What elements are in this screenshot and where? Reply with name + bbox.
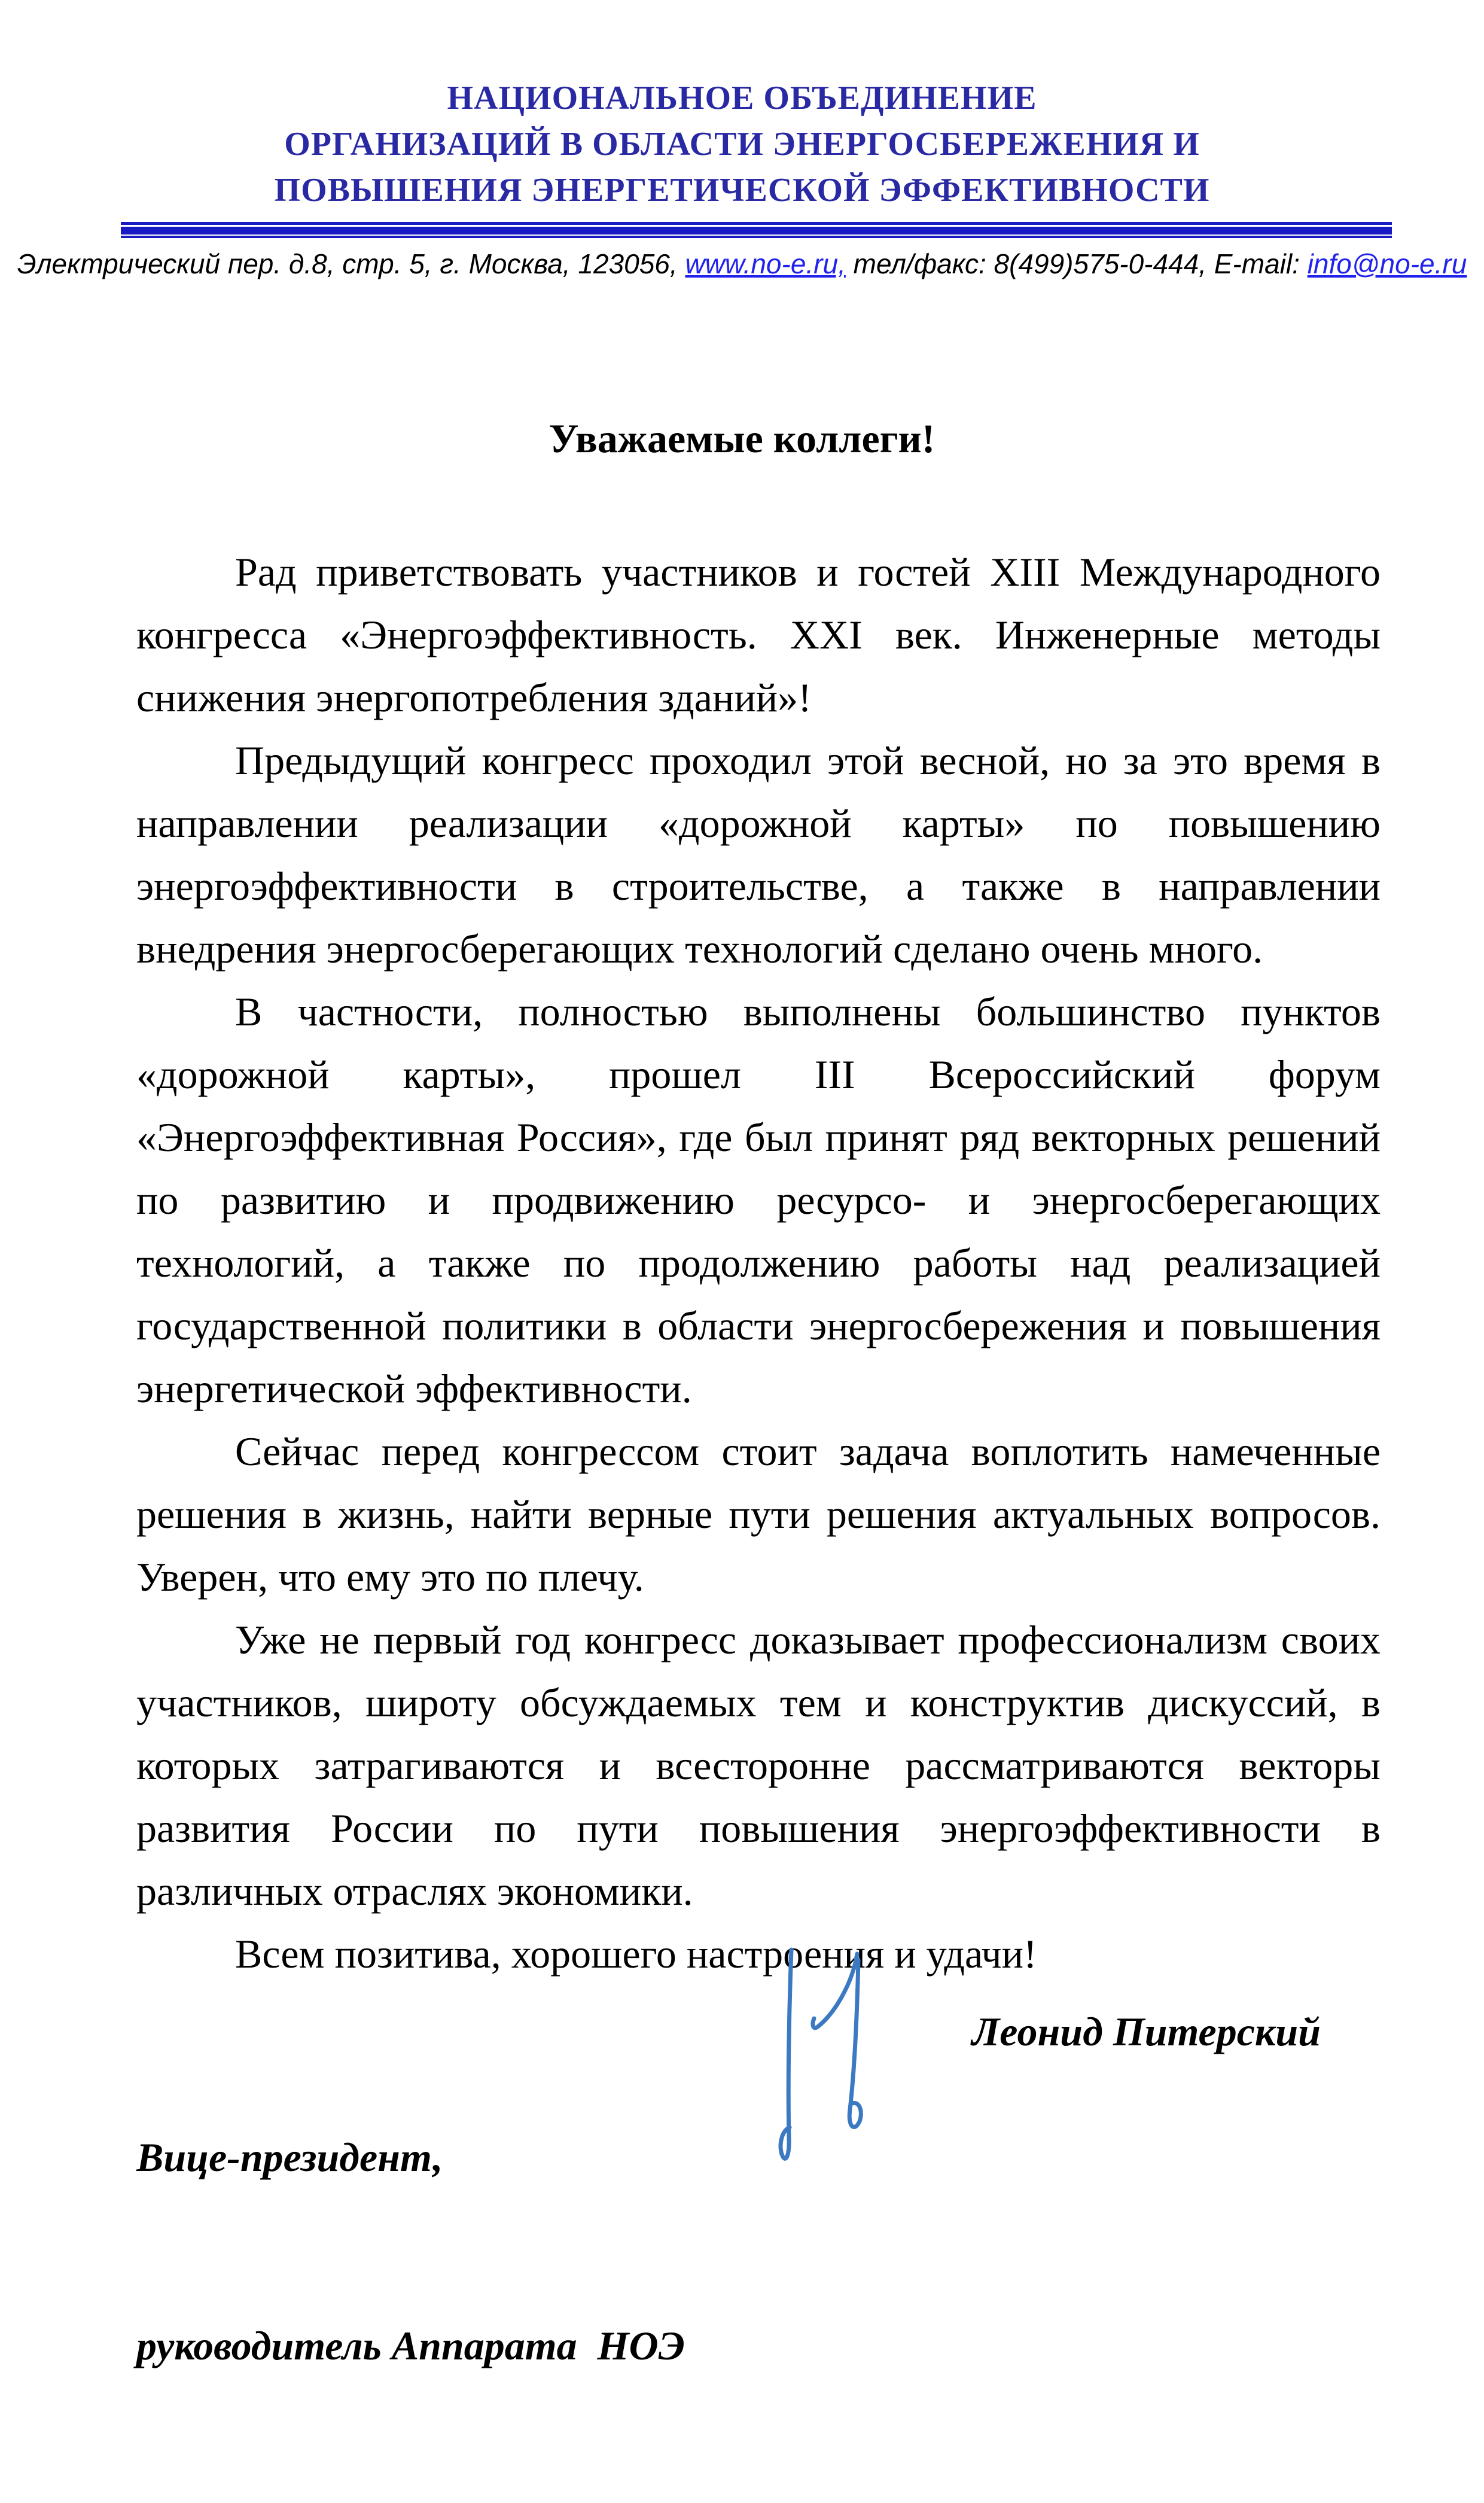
letter-body	[136, 541, 1381, 1986]
contact-line	[0, 247, 1484, 281]
letter-paragraph: Уже не первый год конгресс доказывает профессионализм своих участников, широту обсуждаемых тем и конструктив дискуссий, в которых затрагиваются и всесторонне рассматриваются векторы развития России по пути повышения энергоэффективности в различных отраслях экономики.	[136, 1617, 1381, 1914]
organization-header-line3: ПОВЫШЕНИЯ ЭНЕРГЕТИЧЕСКОЙ ЭФФЕКТИВНОСТИ	[274, 172, 1210, 209]
letter-paragraph: Рад приветствовать участников и гостей XIII Международного конгресса «Энергоэффективность. XXI век. Инженерные методы снижения энергопотребления зданий»!	[136, 549, 1381, 720]
letter-paragraph: Сейчас перед конгрессом стоит задача воплотить намеченные решения в жизнь, найти верные пути решения актуальных вопросов. Уверен, что ему это по плечу.	[136, 1429, 1381, 1600]
letterhead-divider	[121, 222, 1392, 238]
handwritten-signature-image	[767, 1941, 905, 2180]
phone-email-text: тел/факс: 8(499)575-0-444, E-mail:	[853, 248, 1300, 279]
letter-page	[0, 75, 1484, 2368]
signer-name: Леонид Питерский	[971, 2009, 1321, 2054]
letter-paragraph: Всем позитива, хорошего настроения и удачи!	[235, 1931, 1037, 1977]
letter-paragraph: В частности, полностью выполнены большинство пунктов «дорожной карты», прошел III Всероссийский форум «Энергоэффективная Россия», где был принят ряд векторных решений по развитию и продвижению ресурсо- и энергосберегающих технологий, а также по продолжению работы над реализацией государственной политики в области энергосбережения и повышения энергетической эффективности.	[136, 989, 1381, 1411]
divider-thick-bar	[121, 227, 1392, 235]
signer-position-line2: руководитель Аппарата НОЭ	[136, 2323, 685, 2368]
website-link[interactable]: www.no-e.ru,	[685, 248, 846, 279]
signer-position	[136, 2000, 1381, 2503]
signer-position-line1: Вице-президент,	[136, 2134, 443, 2180]
address-text: Электрический пер. д.8, стр. 5, г. Москва, 123056,	[17, 248, 678, 279]
signature-block	[136, 2000, 1381, 2368]
letter-paragraph: Предыдущий конгресс проходил этой весной, но за это время в направлении реализации «дорожной карты» по повышению энергоэффективности в строительстве, а также в направлении внедрения энергосберегающих технологий сделано очень много.	[136, 738, 1381, 972]
organization-header-line1: НАЦИОНАЛЬНОЕ ОБЪЕДИНЕНИЕ	[447, 80, 1037, 117]
organization-header	[0, 75, 1484, 214]
email-link[interactable]: info@no-e.ru	[1307, 248, 1467, 279]
divider-thin-line-bottom	[121, 236, 1392, 238]
organization-header-line2: ОРГАНИЗАЦИЙ В ОБЛАСТИ ЭНЕРГОСБЕРЕЖЕНИЯ И	[284, 126, 1200, 163]
salutation-title: Уважаемые коллеги!	[548, 416, 936, 461]
